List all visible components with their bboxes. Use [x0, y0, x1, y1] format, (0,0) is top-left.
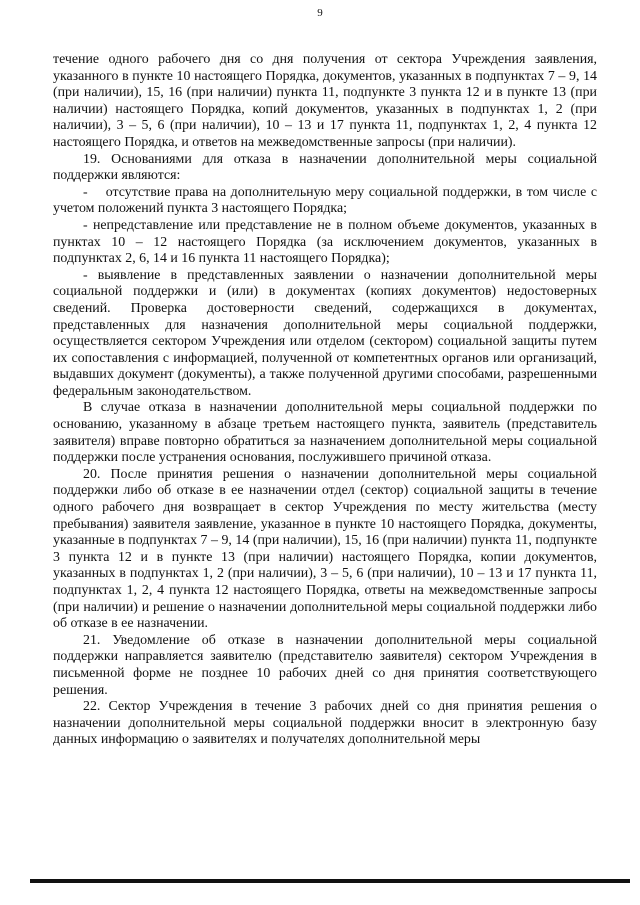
paragraph-20: 20. После принятия решения о назначении дополнительной меры социальной поддержки либо об отказе в ее назначении отдел (сектор) социальной защиты в течение одного рабочего дня возвращает в сектор Учреждения по месту жительства (месту пребывания) заявителя заявление, указанное в пункте 10 настоящего Порядка, документы, указанные в подпунктах 7 – 9, 14 (при наличии), 15, 16 (при наличии) пункта 11, подпункте 3 пункта 12 и в пункте 13 (при наличии) настоящего Порядка, копии документов, указанных в подпунктах 1, 2 (при наличии), 3 – 5, 6 (при наличии), 10 – 13 и 17 пункта 11, подпунктах 1, 2, 4 пункта 12 настоящего Порядка, ответы на межведомственные запросы (при наличии) и решение о назначении дополнительной меры социальной поддержки либо об отказе в ее назначении. — [53, 466, 597, 632]
paragraph-22: 22. Сектор Учреждения в течение 3 рабочих дней со дня принятия решения о назначении дополнительной меры социальной поддержки вносит в электронную базу данных информацию о заявителях и получателях дополнительной меры — [53, 699, 597, 748]
page-number: 9 — [317, 7, 323, 19]
paragraph-19-item-2: - непредставление или представление не в полном объеме документов, указанных в пунктах 10 – 12 настоящего Порядка (за исключением документов, указанных в подпунктах 2, 6, 14 и 16 пункта 11 настоящего Порядка); — [53, 217, 597, 267]
paragraph-continuation: течение одного рабочего дня со дня получения от сектора Учреждения заявления, указанного в пункте 10 настоящего Порядка, документов, указанных в подпунктах 7 – 9, 14 (при наличии), 15, 16 (при наличии) пункта 11, подпункте 3 пункта 12 и в пункте 13 (при наличии) настоящего Порядка, копий документов, указанных в подпунктах 1, 2 (при наличии), 3 – 5, 6 (при наличии), 10 – 13 и 17 пункта 11, подпунктах 1, 2, 4 пункта 12 настоящего Порядка, и ответов на межведомственные запросы (при наличии). — [53, 52, 597, 150]
paragraph-21: 21. Уведомление об отказе в назначении дополнительной меры социальной поддержки направляется заявителю (представителю заявителя) сектором Учреждения в письменной форме не позднее 10 рабочих дней со дня принятия соответствующего решения. — [53, 632, 597, 698]
bottom-scan-edge — [30, 879, 630, 883]
document-body — [53, 52, 597, 749]
paragraph-19-item-3: - выявление в представленных заявлении о назначении дополнительной меры социальной поддержки и (или) в документах (копиях документов) недостоверных сведений. Проверка достоверности сведений, содержащихся в документах, представленных для назначения дополнительной меры социальной поддержки, осуществляется сектором Учреждения или отделом (сектором) социальной защиты путем их сопоставления с информацией, полученной от компетентных органов или организаций, выдавших документ (документы), а также полученной другими способами, разрешенными федеральным законодательством. — [53, 267, 597, 399]
paragraph-19: 19. Основаниями для отказа в назначении дополнительной меры социальной поддержки являются: — [53, 151, 597, 184]
paragraph-19-refusal-case: В случае отказа в назначении дополнительной меры социальной поддержки по основанию, указанному в абзаце третьем настоящего пункта, заявитель (представитель заявителя) вправе повторно обратиться за назначением дополнительной меры социальной поддержки после устранения основания, послужившего причиной отказа. — [53, 400, 597, 466]
paragraph-19-item-1: - отсутствие права на дополнительную меру социальной поддержки, в том числе с учетом положений пункта 3 настоящего Порядка; — [53, 184, 597, 217]
